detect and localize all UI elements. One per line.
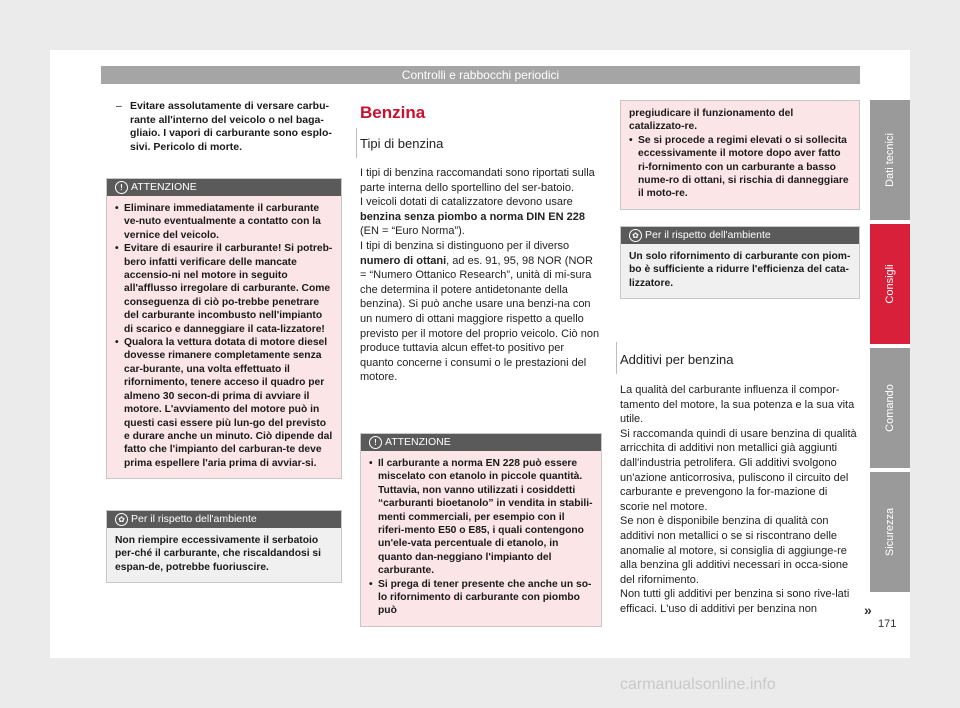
tab-consigli[interactable] xyxy=(870,224,910,344)
warning-bullet: • Qualora la vettura dotata di motore diesel dovesse rimanere completamente senza car-burante, una volta effettuato il rifornimento, tenere acceso il quadro per almeno 30 secon-di prima di avviare il motore. L'avviamento del motore può in questi casi essere più lun-go del previsto e durare anche un minuto. Ciò dipende dal fatto che l'impianto del carburan-te deve prima espellere l'aria prima di avviar-si. xyxy=(115,336,333,470)
continue-marker: » xyxy=(864,602,872,618)
tab-label: Dati tecnici xyxy=(884,133,896,187)
warning-title: ATTENZIONE xyxy=(131,181,197,193)
warning-bullet: • Si prega di tener presente che anche un so-lo rifornimento di carburante con piombo può xyxy=(369,578,593,618)
tab-dati-tecnici[interactable] xyxy=(870,100,910,220)
warning-bullet: • Eliminare immediatamente il carburante ve-nuto eventualmente a contatto con la vernice del veicolo. xyxy=(115,202,333,242)
bold-span: benzina senza piombo a norma DIN EN 228 xyxy=(360,210,585,223)
warning-bullet: • Se si procede a regimi elevati o si sollecita eccessivamente il motore dopo aver fatto ri-fornimento con un carburante a basso nume-ro di ottani, si rischia di danneggiare il moto-re. xyxy=(629,134,851,201)
text-span: (EN = “Euro Norma”). xyxy=(360,225,465,238)
warning-title: ATTENZIONE xyxy=(385,436,451,448)
warning-icon: ! xyxy=(369,436,382,449)
dash-marker: – xyxy=(116,100,122,112)
page-number: 171 xyxy=(878,618,897,630)
warning-body xyxy=(621,101,859,209)
environment-header xyxy=(107,511,341,528)
tab-label: Comando xyxy=(884,384,896,432)
paragraph xyxy=(360,195,600,239)
subsection-heading: Tipi di benzina xyxy=(360,136,444,151)
section-heading: Additivi per benzina xyxy=(620,352,734,367)
warning-body xyxy=(361,451,601,626)
warning-bullet: • Evitare di esaurire il carburante! Si potreb-bero infatti verificare delle mancate accensio-ni nel motore in seguito all'afflusso irregolare di carburante. Come conseguenza di ciò po-trebbe penetrare del carburante incombusto nell'impianto di scarico e danneggiare il cata-lizzatore! xyxy=(115,242,333,336)
warning-header xyxy=(107,179,341,196)
environment-body: Non riempire eccessivamente il serbatoio per-ché il carburante, che riscaldandosi si espan-de, potrebbe fuoriuscire. xyxy=(107,528,341,582)
environment-body: Un solo rifornimento di carburante con piom-bo è sufficiente a ridurre l'efficienza del cata-lizzatore. xyxy=(621,244,859,298)
paragraph xyxy=(360,239,600,385)
environment-box xyxy=(106,510,342,583)
section-heading: Benzina xyxy=(360,103,426,122)
flower-icon: ✿ xyxy=(115,513,128,526)
flower-icon: ✿ xyxy=(629,229,642,242)
warning-body xyxy=(107,196,341,478)
text-span: , ad es. 91, 95, 98 NOR (NOR = “Numero Ottanico Research”, unità di mi-sura che determina il potere antidetonante della benzina). Si può anche usare una benzi-na con un numero di ottani maggiore rispetto a quello previsto per il motore del proprio veicolo. Ciò non produce tuttavia alcun effet-to positivo per quanto concerne i consumi o le prestazioni del motore. xyxy=(360,254,600,384)
page-header: Controlli e rabbocchi periodici xyxy=(101,66,860,84)
tab-label: Consigli xyxy=(884,264,896,304)
paragraph: Si raccomanda quindi di usare benzina di qualità arricchita di additivi non metallici già aggiunti dall'industria petrolifera. Gli additivi svolgono un'azione anticorrosiva, puliscono il circuito del carburante e prevengono la for-mazione di scorie nel motore. xyxy=(620,427,857,513)
environment-title: Per il rispetto dell'ambiente xyxy=(645,229,771,241)
warning-continued-text: pregiudicare il funzionamento del catalizzato-re. xyxy=(629,108,794,133)
text-span: I veicoli dotati di catalizzatore devono usare xyxy=(360,196,573,209)
warning-box-continued xyxy=(620,100,860,210)
dash-item-text: Evitare assolutamente di versare carbu-rante all'interno del veicolo o nel baga-gliaio. I vapori di carburante sono esplo-sivi. Pericolo di morte. xyxy=(130,100,332,153)
environment-title: Per il rispetto dell'ambiente xyxy=(131,513,257,525)
dash-list-item xyxy=(116,100,338,154)
paragraph: La qualità del carburante influenza il compor-tamento del motore, la sua potenza e la sua vita utile. xyxy=(620,384,855,426)
watermark: carmanualsonline.info xyxy=(620,676,776,693)
warning-icon: ! xyxy=(115,181,128,194)
paragraph: Non tutti gli additivi per benzina si sono rive-lati efficaci. L'uso di additivi per benzina non xyxy=(620,588,850,615)
paragraph: I tipi di benzina raccomandati sono riportati sulla parte interna dello sportellino del ser-batoio. xyxy=(360,167,595,194)
tab-label: Sicurezza xyxy=(884,507,896,557)
warning-box xyxy=(360,433,602,627)
text-span: I tipi di benzina si distinguono per il diverso xyxy=(360,239,570,252)
benzina-text xyxy=(360,166,600,385)
additivi-text xyxy=(620,383,858,617)
tab-sicurezza[interactable] xyxy=(870,472,910,592)
paragraph: Se non è disponibile benzina di qualità con additivi non metallici o se si riscontrano delle anomalie al motore, si consiglia di aggiunge-re alla benzina gli additivi necessari in occa-sione del rifornimento. xyxy=(620,515,849,586)
warning-bullet: • Il carburante a norma EN 228 può essere miscelato con etanolo in piccole quantità. Tuttavia, non vanno utilizzati i cosiddetti “carburanti bioetanolo” in vendita in stabili-menti commerciali, per esempio con il riferi-mento E50 o E85, i quali contengono un'ele-vata percentuale di etanolo, in quanto dan-neggiano l'impianto del carburante. xyxy=(369,457,593,578)
warning-box xyxy=(106,178,342,479)
environment-header xyxy=(621,227,859,244)
tab-comando[interactable] xyxy=(870,348,910,468)
environment-box xyxy=(620,226,860,299)
bold-span: numero di ottani xyxy=(360,254,447,267)
warning-header xyxy=(361,434,601,451)
